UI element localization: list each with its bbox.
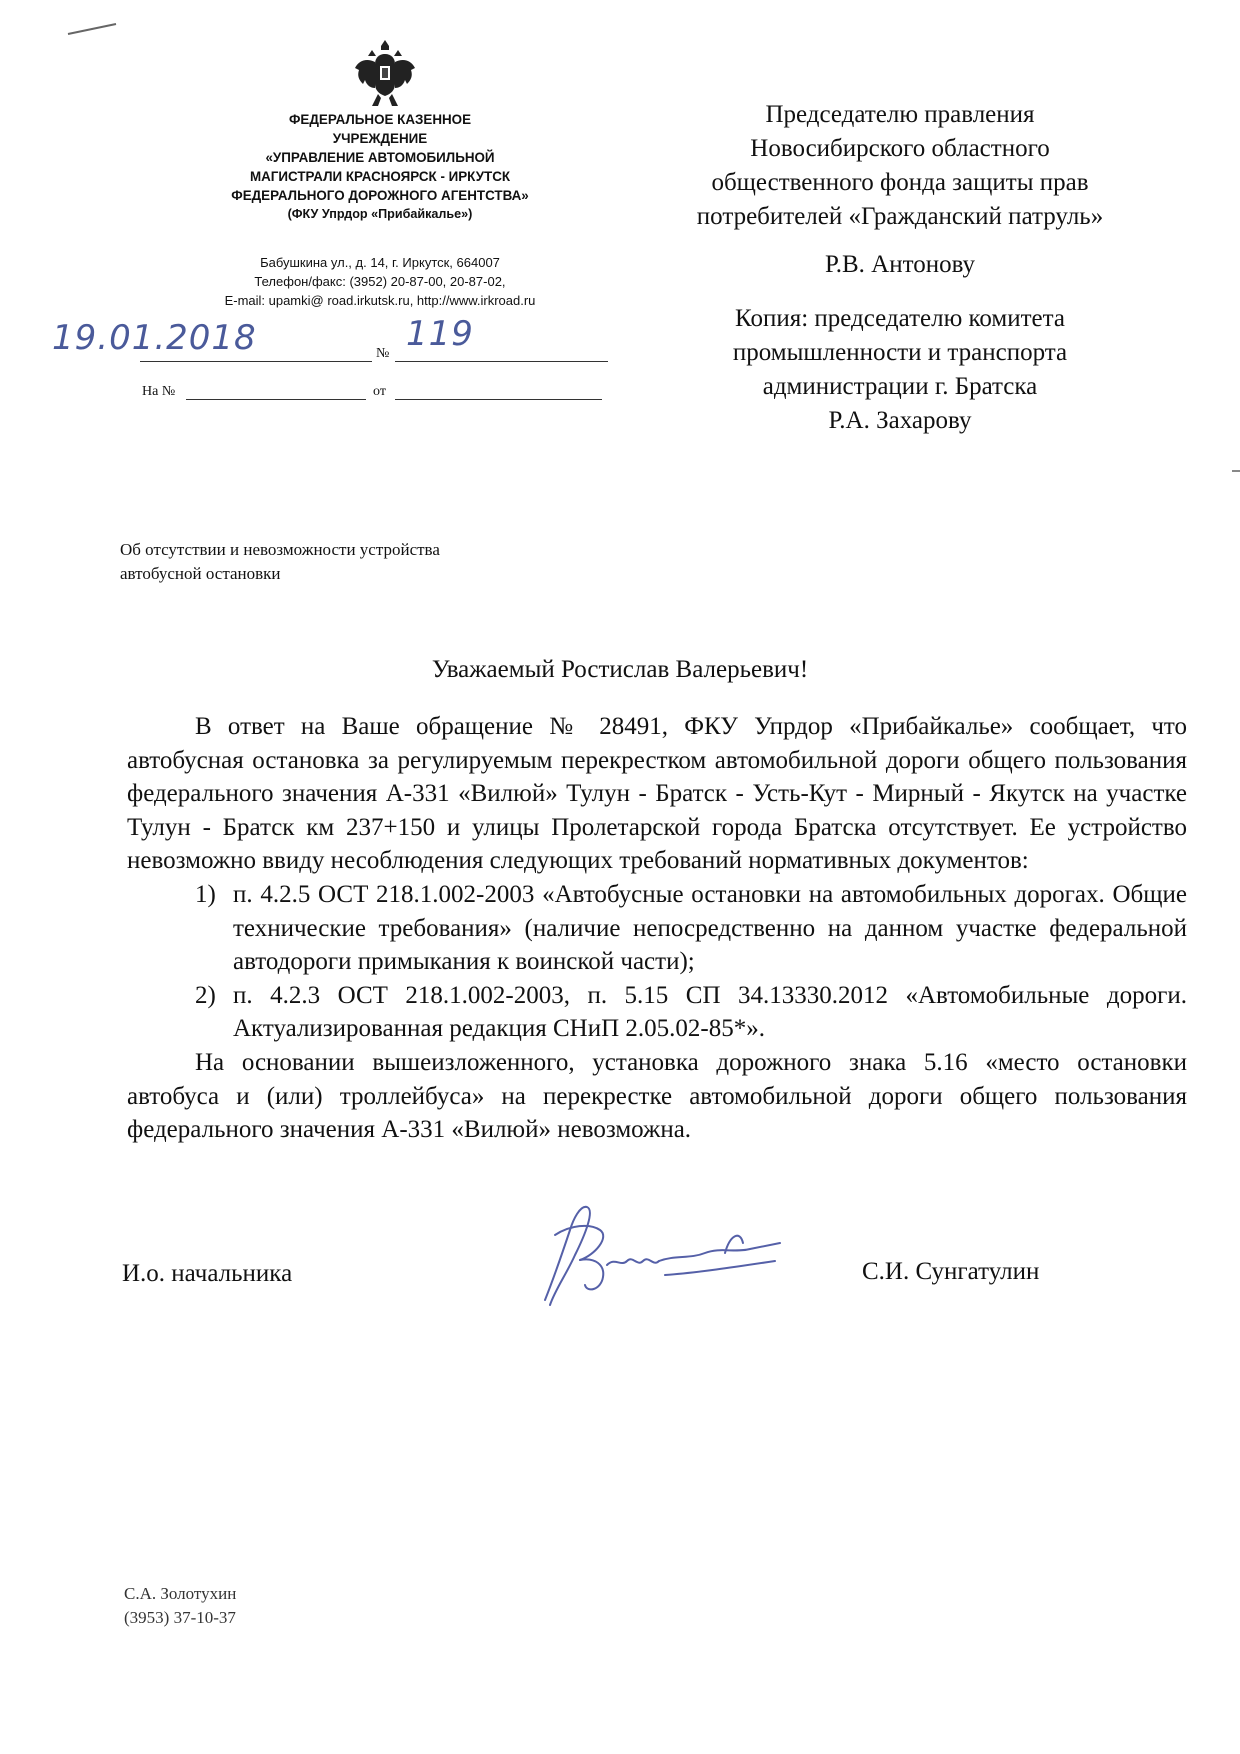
addressee-block [640, 98, 1160, 438]
org-line: МАГИСТРАЛИ КРАСНОЯРСК - ИРКУТСК [249, 169, 511, 184]
executor-phone: (3953) 37-10-37 [124, 1608, 236, 1627]
organization-contacts [200, 253, 560, 310]
subject-line: Об отсутствии и невозможности устройства [120, 540, 440, 559]
copy-line: администрации г. Братска [762, 373, 1038, 400]
org-short-name: (ФКУ Упрдор «Прибайкалье») [287, 207, 473, 221]
paragraph: В ответ на Ваше обращение № 28491, ФКУ Упрдор «Прибайкалье» сообщает, что автобусная остановка за регулируемым перекрестком автомобильной дороги общего пользования федерального значения А-331 «Вилюй» Тулун - Братск - Усть-Кут - Мирный - Якутск на участке Тулун - Братск км 237+150 и улицы Пролетарской города Братска отсутствует. Ее устройство невозможно ввиду несоблюдения следующих требований нормативных документов: [127, 713, 1187, 875]
addressee-line: Председателю правления [765, 101, 1035, 128]
signer-name: С.И. Сунгатулин [862, 1258, 1040, 1285]
reference-label: На № [142, 384, 176, 399]
org-line: ФЕДЕРАЛЬНОГО ДОРОЖНОГО АГЕНТСТВА» [231, 188, 529, 203]
handwritten-signature [525, 1195, 795, 1315]
pen-mark [66, 22, 118, 36]
org-line: ФЕДЕРАЛЬНОЕ КАЗЕННОЕ [288, 112, 472, 127]
addressee-line: общественного фонда защиты прав [711, 169, 1089, 196]
handwritten-number: 119 [406, 314, 474, 354]
org-email: E-mail: upamki@ road.irkutsk.ru, http://www.irkroad.ru [224, 293, 536, 308]
number-underline [395, 361, 608, 362]
addressee-line: потребителей «Гражданский патруль» [696, 203, 1104, 230]
addressee-name: Р.В. Антонову [824, 251, 976, 278]
executor-name: С.А. Золотухин [124, 1584, 237, 1603]
executor-info [124, 1582, 236, 1630]
requirements-list [127, 878, 1187, 1046]
copy-name: Р.А. Захарову [828, 407, 972, 434]
list-number: 2) [195, 981, 216, 1009]
copy-line: Копия: председателю комитета [735, 305, 1065, 332]
list-text: п. 4.2.5 ОСТ 218.1.002-2003 «Автобусные остановки на автомобильных дорогах. Общие технические требования» (наличие непосредственно на данном участке федеральной автодороги примыкания к воинской части); [233, 880, 1187, 976]
date-underline [140, 361, 372, 362]
list-number: 1) [195, 880, 216, 908]
signer-title: И.о. начальника [122, 1260, 293, 1287]
addressee-line: Новосибирского областного [750, 135, 1050, 162]
org-line: «УПРАВЛЕНИЕ АВТОМОБИЛЬНОЙ [265, 150, 495, 165]
organization-header [210, 110, 550, 224]
reference-underline [186, 399, 366, 400]
org-line: УЧРЕЖДЕНИЕ [332, 131, 428, 146]
subject-line: автобусной остановки [120, 564, 281, 583]
list-item [127, 979, 1187, 1046]
handwritten-date: 19.01.2018 [52, 318, 257, 358]
greeting: Уважаемый Ростислав Валерьевич! [431, 656, 809, 683]
from-underline [395, 399, 602, 400]
copy-line: промышленности и транспорта [732, 339, 1068, 366]
coat-of-arms-emblem [350, 36, 420, 110]
org-address: Бабушкина ул., д. 14, г. Иркутск, 664007 [260, 255, 500, 270]
letter-body [127, 710, 1187, 1147]
letter-subject [120, 538, 580, 586]
paragraph: На основании вышеизложенного, установка дорожного знака 5.16 «место остановки автобуса и (или) троллейбуса» на перекрестке автомобильной дороги общего пользования федерального значения А-331 «Вилюй» невозможна. [127, 1048, 1187, 1144]
number-label: № [376, 346, 390, 361]
from-label: от [373, 384, 386, 399]
list-text: п. 4.2.3 ОСТ 218.1.002-2003, п. 5.15 СП 34.13330.2012 «Автомобильные дороги. Актуализированная редакция СНиП 2.05.02-85*». [233, 981, 1187, 1043]
org-phone: Телефон/факс: (3952) 20-87-00, 20-87-02, [254, 274, 506, 289]
scan-edge-mark [1232, 470, 1240, 472]
list-item [127, 878, 1187, 979]
